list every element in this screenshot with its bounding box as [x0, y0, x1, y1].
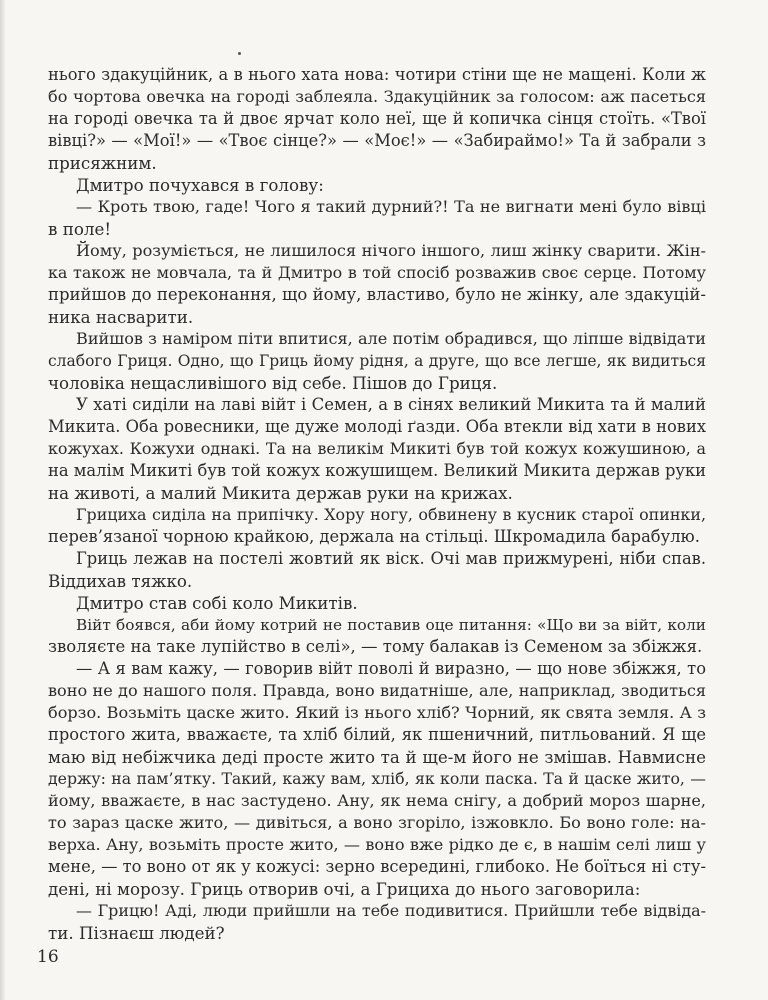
- text-line: маю від небіжчика деді просте жито та й ще-м його не змішав. Навмисне: [48, 747, 706, 767]
- text-line: слабого Гриця. Одно, що Гриць йому рідня, а друге, що все легше, як видиться: [48, 352, 706, 370]
- text-line: прийшов до переконання, що йому, властиво, було не жінку, але здакуцій-: [48, 285, 706, 304]
- text-line: Віддихав тяжко.: [48, 571, 193, 591]
- text-line: борзо. Возьміть цаске жито. Який із нього хліб? Чорний, як свята земля. А з: [48, 703, 706, 722]
- text-line: дені, ні морозу. Гриць отворив очі, а Грициха до нього заговорила:: [48, 879, 641, 899]
- text-line: ника насварити.: [48, 307, 194, 327]
- text-line: Гриць лежав на постелі жовтий як віск. Очі мав прижмурені, ніби спав.: [76, 549, 706, 568]
- text-line: бо чортова овечка на городі заблеяла. Здакуційник за голосом: аж пасеться: [48, 87, 706, 106]
- text-line: простого жита, вважаєте, та хліб білий, як пшеничний, питльований. Я ще: [48, 725, 706, 744]
- body-text: [48, 64, 706, 944]
- page-gutter-shadow: [0, 0, 6, 1000]
- text-line: в поле!: [48, 219, 112, 239]
- text-line: Грициха сиділа на припічку. Хору ногу, обвинену в кусник старої опинки,: [76, 505, 706, 524]
- text-line: Війт боявся, аби йому котрий не поставив оце питання: «Що ви за війт, коли: [76, 616, 706, 634]
- text-line: вівці?» — «Мої!» — «Твоє сінце?» — «Моє!» — «Забираймо!» Та й забрали з: [48, 131, 706, 150]
- text-line: то зараз цаске жито, — дивіться, а воно згоріло, ізжовкло. Бо воно голе: на-: [48, 813, 706, 832]
- text-line: Вийшов з наміром піти впитися, але потім обрадився, що ліпше відвідати: [76, 329, 706, 348]
- text-line: йому, вважаєте, в нас застудено. Ану, як нема снігу, а добрий мороз шарне,: [48, 791, 706, 810]
- text-line: У хаті сиділи на лаві війт і Семен, а в сінях великий Микита та й малий: [76, 395, 706, 414]
- text-line: на малім Микиті був той кожух кожушищем. Великий Микита держав руки: [48, 461, 706, 480]
- text-line: мене, — то воно от як у кожусі: зерно всередині, глибоко. Не боїться ні сту-: [48, 857, 706, 876]
- text-line: ти. Пізнаєш людей?: [48, 923, 225, 943]
- text-line: Микита. Оба ровесники, ще дуже молоді ґазди. Оба втекли від хати в нових: [48, 417, 706, 436]
- text-line: — А я вам кажу, — говорив війт поволі й виразно, — що нове збіжжя, то: [76, 659, 706, 678]
- text-line: кожухах. Кожухи однакі. Та на великім Микиті був той кожух кожушиною, а: [48, 439, 706, 458]
- text-line: держу: на пам’ятку. Такий, кажу вам, хліб, як коли паска. Та й цаске жито, —: [48, 769, 706, 788]
- text-line: Дмитро став собі коло Микитів.: [76, 593, 358, 613]
- text-line: чоловіка нещасливішого від себе. Пішов до Гриця.: [48, 373, 498, 393]
- text-line: — Грицю! Аді, люди прийшли на тебе подивитися. Прийшли тебе відвіда-: [76, 901, 706, 920]
- text-line: — Кроть твою, гаде! Чого я такий дурний?! Та не вигнати мені було вівці: [76, 197, 706, 216]
- text-line: перев’язаної чорною крайкою, держала на стільці. Шкромадила барабулю.: [48, 527, 700, 546]
- text-line: воно не до нашого поля. Правда, воно видатніше, але, наприклад, зводиться: [48, 681, 706, 700]
- text-line: на животі, а малий Микита держав руки на крижах.: [48, 483, 513, 503]
- text-line: Дмитро почухався в голову:: [76, 175, 324, 195]
- text-line: на городі овечка та й двоє ярчат коло неї, ще й копичка сінця стоїть. «Твої: [48, 109, 706, 128]
- text-line: Йому, розуміється, не лишилося нічого іншого, лиш жінку сварити. Жін-: [76, 241, 706, 260]
- text-line: присяжним.: [48, 153, 157, 173]
- text-line: нього здакуційник, а в нього хата нова: чотири стіни ще не мащені. Коли ж: [48, 65, 706, 84]
- text-line: ка також не мовчала, та й Дмитро в той спосіб розважив своє серце. Потому: [48, 263, 706, 282]
- text-line: зволяєте на таке лупійство в селі», — тому балакав із Семеном за збіжжя.: [48, 637, 703, 656]
- print-speck: [238, 52, 241, 55]
- text-line: верха. Ану, возьміть просте жито, — воно вже рідко де є, в нашім селі лиш у: [48, 835, 706, 854]
- page-number: 16: [37, 947, 59, 967]
